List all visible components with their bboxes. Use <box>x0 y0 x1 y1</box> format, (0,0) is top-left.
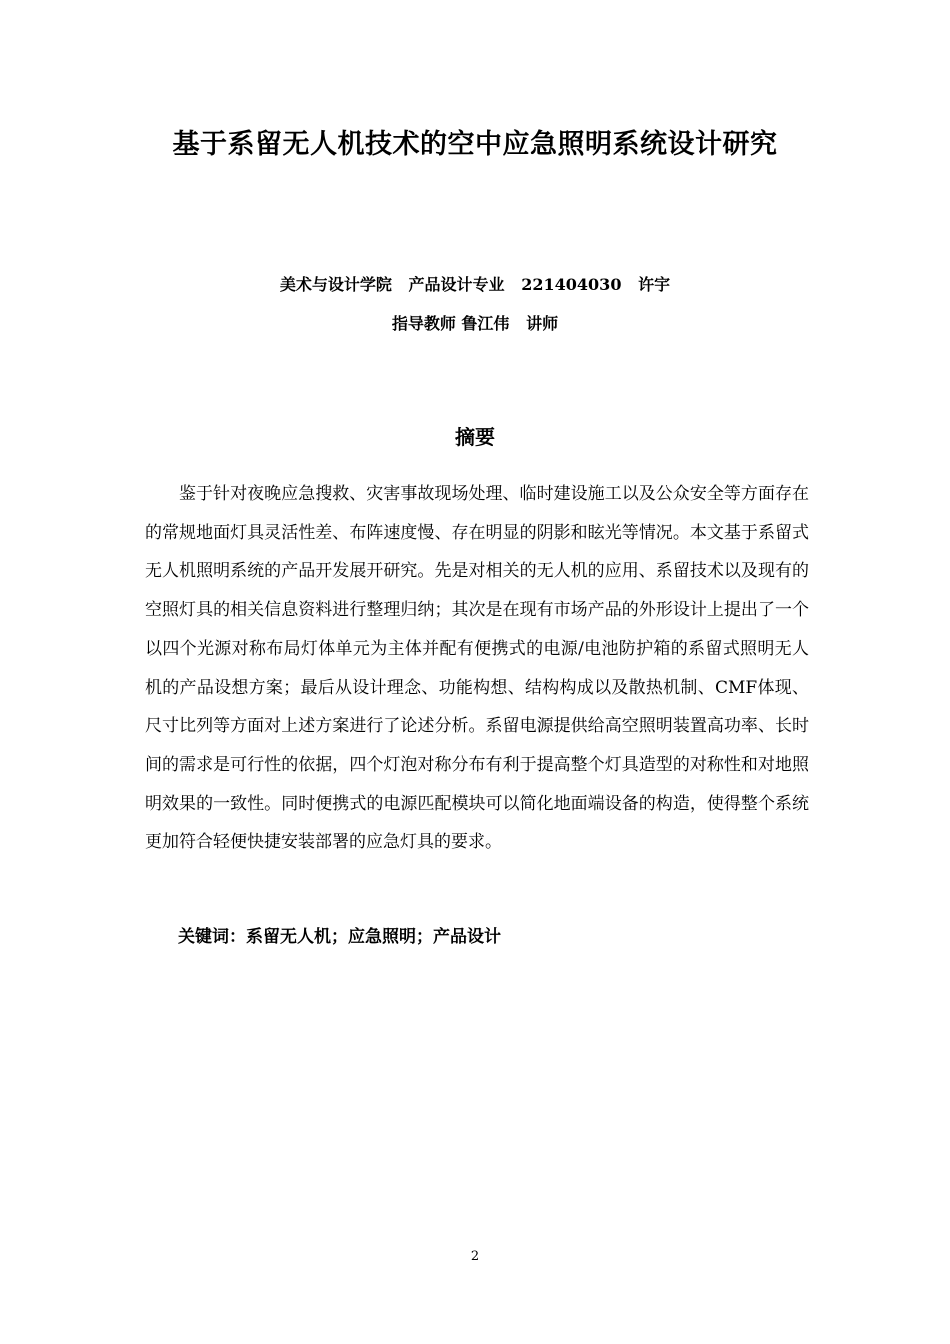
abstract-body: 鉴于针对夜晚应急搜救、灾害事故现场处理、临时建设施工以及公众安全等方面存在的常规地面灯具灵活性差、布阵速度慢、存在明显的阴影和眩光等情况。本文基于系留式无人机照明系统的产品开发展开研究。先是对相关的无人机的应用、系留技术以及现有的空照灯具的相关信息资料进行整理归纳；其次是在现有市场产品的外形设计上提出了一个以四个光源对称布局灯体单元为主体并配有便携式的电源/电池防护箱的系留式照明无人机的产品设想方案；最后从设计理念、功能构想、结构构成以及散热机制、CMF体现、尺寸比列等方面对上述方案进行了论述分析。系留电源提供给高空照明装置高功率、长时间的需求是可行性的依据，四个灯泡对称分布有利于提高整个灯具造型的对称性和对地照明效果的一致性。同时便携式的电源匹配模块可以简化地面端设备的构造，使得整个系统更加符合轻便快捷安装部署的应急灯具的要求。 <box>145 484 809 853</box>
author-info: 美术与设计学院 产品设计专业 221404030 许宇 <box>279 275 671 294</box>
advisor-info: 指导教师 鲁江伟 讲师 <box>391 314 559 333</box>
page-number: 2 <box>470 1249 480 1264</box>
abstract-heading: 摘要 <box>455 425 495 449</box>
document-title: 基于系留无人机技术的空中应急照明系统设计研究 <box>172 129 778 160</box>
keywords-line: 关键词：系留无人机；应急照明；产品设计 <box>178 927 501 947</box>
